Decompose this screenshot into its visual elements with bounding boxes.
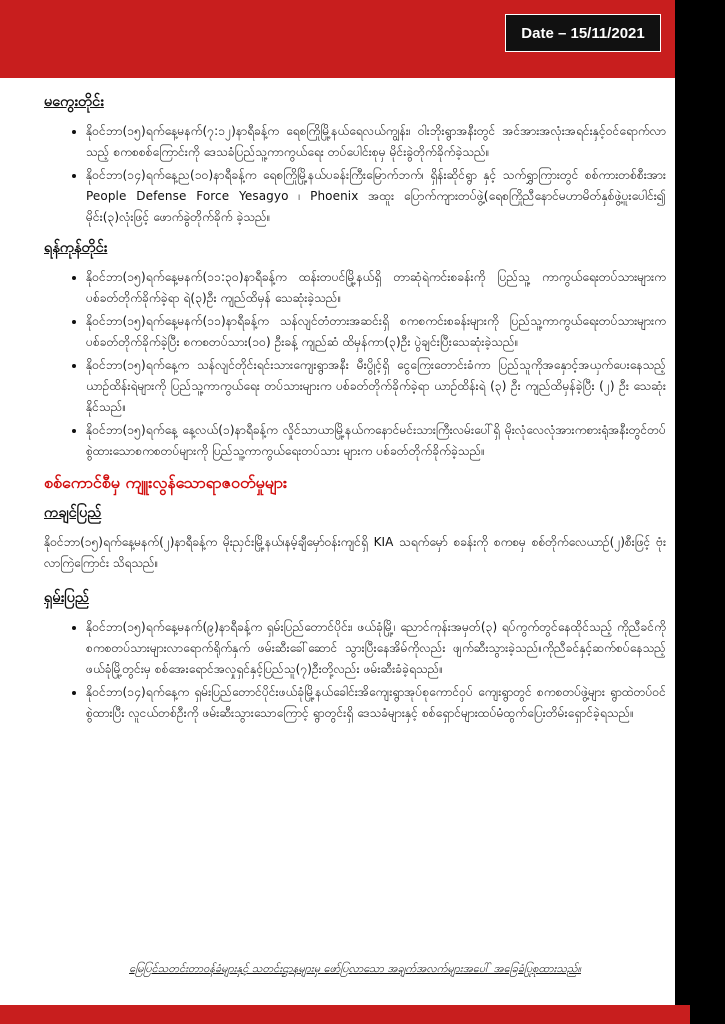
footer-band bbox=[0, 1005, 690, 1024]
report-body bbox=[44, 88, 666, 734]
section-title-kachin: ကချင်ပြည် bbox=[44, 505, 102, 521]
list-item: • နိုဝင်ဘာ(၁၅)ရက်နေ့က သန်လျင်တိုင်းရင်းသားကျေးရွာအနီး မီးပွိုင့်ရှိ ငွေကြေးတောင်းခံကာ ပြည်သူကိုအနှောင့်အယှက်ပေးနေသည့် ယာဉ်ထိန်းရဲများကို ပြည်သူ့ကာကွယ်ရေး တပ်သားများက ပစ်ခတ်တိုက်ခိုက်ခဲ့ရာ ယာဉ်ထိန်းရဲ (၃) ဦး ကျည်ထိမှန်ခဲ့ပြီး (၂) ဦး သေဆုံးနိုင်သည်။ bbox=[86, 355, 666, 418]
list-item: • နိုဝင်ဘာ(၁၅)ရက်နေ့မနက်(၁၁)နာရီခန့်က သန်လျင်တံတားအဆင်းရှိ စကစကင်းစခန်းများကို ပြည်သူ့ကာကွယ်ရေးတပ်သားများက ပစ်ခတ်တိုက်ခိုက်ခဲ့ပြီး စကစတပ်သား(၁၀) ဦးခန့် ကျည်ဆံ ထိမှန်ကာ(၃)ဦး ပွဲချင်းပြီးသေဆုံးခဲ့သည်။ bbox=[86, 311, 666, 353]
list-item: • နိုဝင်ဘာ(၁၅)ရက်နေ့မနက်(၉)နာရီခန့်က ရှမ်းပြည်တောင်ပိုင်း၊ ဖယ်ခုံမြို့၊ ညောင်ကုန်းအမှတ်(၃) ရပ်ကွက်တွင်နေထိုင်သည့် ကိုညီခင်ကို စကစတပ်သားများလာရောက်ရိုက်နှက် ဖမ်းဆီးခေါ်ဆောင် သွားပြီးနေအိမ်ကိုလည်း ဖျက်ဆီးသွားခဲ့သည်။ကိုညီခင်နှင့်ဆက်စပ်နေသည့် ဖယ်ခုံမြို့တွင်းမှ စစ်အေးရောင်အလှုရှင်နှင့်ပြည်သူ(၇)ဦးတို့လည်း ဖမ်းဆီးခံခဲ့ရသည်။ bbox=[86, 617, 666, 680]
yangon-list bbox=[44, 267, 666, 462]
violations-title: စစ်ကောင်စီမှ ကျူးလွန်သောရာဇဝတ်မှုများ bbox=[44, 473, 288, 492]
section-title-yangon: ရန်ကုန်တိုင်း bbox=[44, 240, 108, 256]
list-item: • နိုဝင်ဘာ(၁၅)ရက်နေ့မနက်(၁၁:၃၀)နာရီခန့်က ထန်းတပင်မြို့နယ်ရှိ တာဆုံရဲကင်းစခန်းကို ပြည်သူ့ ကာကွယ်ရေးတပ်သားများက ပစ်ခတ်တိုက်ခိုက်ခဲ့ရာ ရဲ(၃)ဦး ကျည်ထိမှန် သေဆုံးခဲ့သည်။ bbox=[86, 267, 666, 309]
kachin-paragraph: နိုဝင်ဘာ(၁၅)ရက်နေ့မနက်(၂)နာရီခန့်က မိုးညှင်းမြို့နယ်၊နမ့်ချီမှော်ဝန်းကျင်ရှိ KIA သရက်မှော် စခန်းကို စကစမှ စစ်တိုက်လေယာဉ်(၂)စီးဖြင့် ဗုံးလာကြဲကြောင်း သိရသည်။ bbox=[44, 535, 666, 570]
list-item: • နိုဝင်ဘာ(၁၄)ရက်နေ့ည(၁၀)နာရီခန့်က ရေစကြိုမြို့နယ်ပခန်းကြီးမြောက်ဘက်၊ ရှိန်းဆိုင်ရွာ နှင့် သက်ရွှာကြားတွင် စစ်ကားတစ်စီးအား People Defense Force Yesagyo ၊ Phoenix အထူး ပြောက်ကျားတပ်ဖွဲ့(ရေစကြိုညီနောင်မဟာမိတ်နှစ်ဖွဲ့ပူးပေါင်း၍ မိုင်း(၃)လုံးဖြင့် ဖောက်ခွဲတိုက်ခိုက် ခဲ့သည်။ bbox=[86, 165, 666, 228]
section-title-shan: ရှမ်းပြည် bbox=[44, 590, 90, 606]
list-item: • နိုဝင်ဘာ(၁၅)ရက်နေ့ နေ့လယ်(၁)နာရီခန့်က လှိုင်သာယာမြို့နယ်ကနောင်မင်းသားကြီးလမ်းပေါ်ရှိ မိုးလုံလေလုံအားကစားရုံအနီးတွင်တပ်စွဲထားသောစကစတပ်များကို ပြည်သူ့ကာကွယ်ရေးတပ်သား များက ပစ်ခတ်တိုက်ခိုက်ခဲ့သည်။ bbox=[86, 420, 666, 462]
source-note: မြေပြင်သတင်းတာဝန်ခံများနှင့် သတင်းဌာနများမှ ဖော်ပြလာသော အချက်အလက်များအပေါ် အခြေခံပြုစုထားသည်။ bbox=[129, 962, 581, 975]
date-badge: Date – 15/11/2021 bbox=[505, 14, 661, 52]
list-item: • နိုဝင်ဘာ(၁၅)ရက်နေ့မနက်(၇:၁၂)နာရီခန့်က ရေစကြိုမြို့နယ်ရေလယ်ကျွန်း၊ ဝါးဘိုးရွာအနီးတွင် အင်အားအလုံးအရင်းနှင့်ဝင်ရောက်လာသည့် စကစစစ်ကြောင်းကို ဒေသခံပြည်သူ့ကာကွယ်ရေး တပ်ပေါင်းစုမှ မိုင်းခွဲတိုက်ခိုက်ခဲ့သည်။ bbox=[86, 121, 666, 163]
magway-list bbox=[44, 121, 666, 228]
shan-list bbox=[44, 617, 666, 724]
side-band bbox=[675, 0, 725, 1024]
list-item: • နိုဝင်ဘာ(၁၄)ရက်နေ့က ရှမ်းပြည်တောင်ပိုင်းဖယ်ခုံမြို့နယ်ခေါင်းအိကျေးရွာအုပ်စုကောင်ဝှပ် ကျေးရွာတွင် စကစတပ်ဖွဲ့များ ရွာထဲတပ်ဝင်စွဲထားပြီး လူငယ်တစ်ဦးကို ဖမ်းဆီးသွားသောကြောင့် ရွာတွင်းရှိ ဒေသခံများနှင့် စစ်ရှောင်များထပ်မံထွက်ပြေးတိမ်းရှောင်ခဲ့ရသည်။ bbox=[86, 682, 666, 724]
section-title-magway: မကွေးတိုင်း bbox=[44, 94, 104, 110]
